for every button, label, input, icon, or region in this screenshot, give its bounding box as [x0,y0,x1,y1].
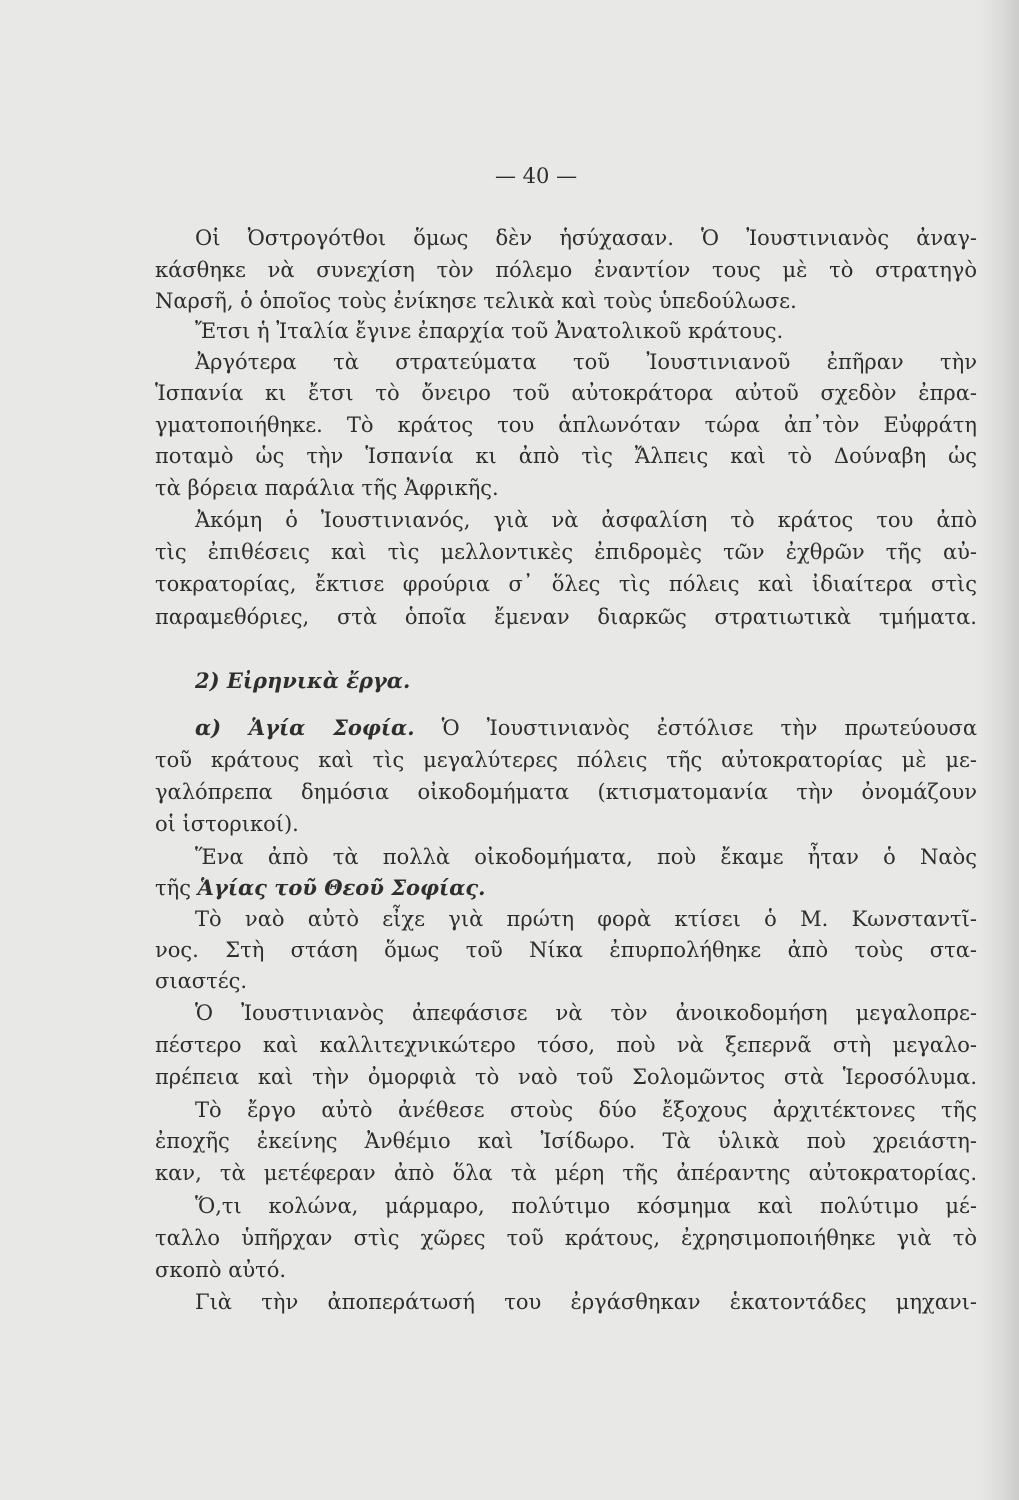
page-edge-shadow [979,0,1019,1500]
text-line: Ναρσῆ, ὁ ὁποῖος τοὺς ἐνίκησε τελικὰ καὶ τοὺς ὑπεδούλωσε. [155,289,797,313]
text-line: πρέπεια καὶ τὴν ὀμορφιὰ τὸ ναὸ τοῦ Σολομῶντος στὰ Ἱεροσόλυμα. [155,1065,977,1089]
text-line: Ἱσπανία κι ἔτσι τὸ ὄνειρο τοῦ αὐτοκράτορα αὐτοῦ σχεδὸν ἐπρα- [155,381,977,405]
text-line-rest: Ὁ Ἰουστινιανὸς ἐστόλισε τὴν πρωτεύουσα [441,716,978,740]
text-line: καν, τὰ μετέφεραν ἀπὸ ὅλα τὰ μέρη τῆς ἀπέραντης αὐτοκρατορίας. [155,1161,977,1185]
text-line: κάσθηκε νὰ συνεχίση τὸν πόλεμο ἐναντίον τους μὲ τὸ στρατηγὸ [155,258,977,282]
text-line: Τὸ ἔργο αὐτὸ ἀνέθεσε στοὺς δύο ἔξοχους ἀρχιτέκτονες τῆς [195,1098,977,1122]
text-line: Ἀργότερα τὰ στρατεύματα τοῦ Ἰουστινιανοῦ ἐπῆραν τὴν [195,350,977,374]
text-line: γματοποιήθηκε. Τὸ κράτος του ἁπλωνόταν τώρα ἀπ᾽τὸν Εὐφράτη [155,413,977,437]
section-heading: 2) Εἰρηνικὰ ἔργα. [195,668,411,693]
text-line: ταλλο ὑπῆρχαν στὶς χῶρες τοῦ κράτους, ἐχρησιμοποιήθηκε γιὰ τὸ [155,1226,977,1250]
subsection-title: α) Ἁγία Σοφία. [195,715,415,740]
church-name: Ἁγίας τοῦ Θεοῦ Σοφίας. [197,875,486,900]
page-number: — 40 — [495,164,578,188]
text-line: Ἀκόμη ὁ Ἰουστινιανός, γιὰ νὰ ἀσφαλίση τὸ κράτος του ἀπὸ [195,508,977,532]
text-line: σιαστές. [155,969,248,993]
text-line: οἱ ἱστορικοί). [155,812,299,836]
text-line: Ὁ Ἰουστινιανὸς ἀπεφάσισε νὰ τὸν ἀνοικοδομήση μεγαλοπρε- [195,1001,977,1025]
text-line: Ὅ,τι κολώνα, μάρμαρο, πολύτιμο κόσμημα καὶ πολύτιμο μέ- [195,1194,977,1218]
text-line: σκοπὸ αὐτό. [155,1258,287,1282]
text-line [195,712,977,744]
text-line [155,872,977,904]
text-line: Ἕνα ἀπὸ τὰ πολλὰ οἰκοδομήματα, ποὺ ἔκαμε ἦταν ὁ Ναὸς [195,845,977,869]
text-line: πέστερο καὶ καλλιτεχνικώτερο τόσο, ποὺ νὰ ξεπερνᾶ στὴ μεγαλο- [155,1033,977,1057]
text-line: παραμεθόριες, στὰ ὁποῖα ἔμεναν διαρκῶς στρατιωτικὰ τμήματα. [155,605,977,629]
text-line: ἐποχῆς ἐκείνης Ἀνθέμιο καὶ Ἰσίδωρο. Τὰ ὑλικὰ ποὺ χρειάστη- [155,1129,977,1153]
text-line: τοκρατορίας, ἔκτισε φρούρια σ᾽ ὅλες τὶς πόλεις καὶ ἰδιαίτερα στὶς [155,572,977,596]
text-line-start: τῆς [155,876,191,900]
text-line: Οἱ Ὀστρογότθοι ὅμως δὲν ἡσύχασαν. Ὁ Ἰουστινιανὸς ἀναγ- [195,226,977,250]
text-line: Ἔτσι ἡ Ἰταλία ἔγινε ἐπαρχία τοῦ Ἀνατολικοῦ κράτους. [195,319,784,343]
text-line: γαλόπρεπα δημόσια οἰκοδομήματα (κτισματομανία τὴν ὀνομάζουν [155,780,977,804]
text-line: Τὸ ναὸ αὐτὸ εἶχε γιὰ πρώτη φορὰ κτίσει ὁ Μ. Κωνσταντῖ- [195,907,977,931]
text-line: τὰ βόρεια παράλια τῆς Ἀφρικῆς. [155,476,499,500]
text-line: τοῦ κράτους καὶ τὶς μεγαλύτερες πόλεις τῆς αὐτοκρατορίας μὲ με- [155,748,977,772]
text-line: τὶς ἐπιθέσεις καὶ τὶς μελλοντικὲς ἐπιδρομὲς τῶν ἐχθρῶν τῆς αὐ- [155,540,977,564]
text-line: Γιὰ τὴν ἀποπεράτωσή του ἐργάσθηκαν ἑκατοντάδες μηχανι- [195,1290,977,1314]
text-line: ποταμὸ ὡς τὴν Ἱσπανία κι ἀπὸ τὶς Ἄλπεις καὶ τὸ Δούναβη ὡς [155,444,977,468]
text-line: νος. Στὴ στάση ὅμως τοῦ Νίκα ἐπυρπολήθηκε ἀπὸ τοὺς στα- [155,938,977,962]
